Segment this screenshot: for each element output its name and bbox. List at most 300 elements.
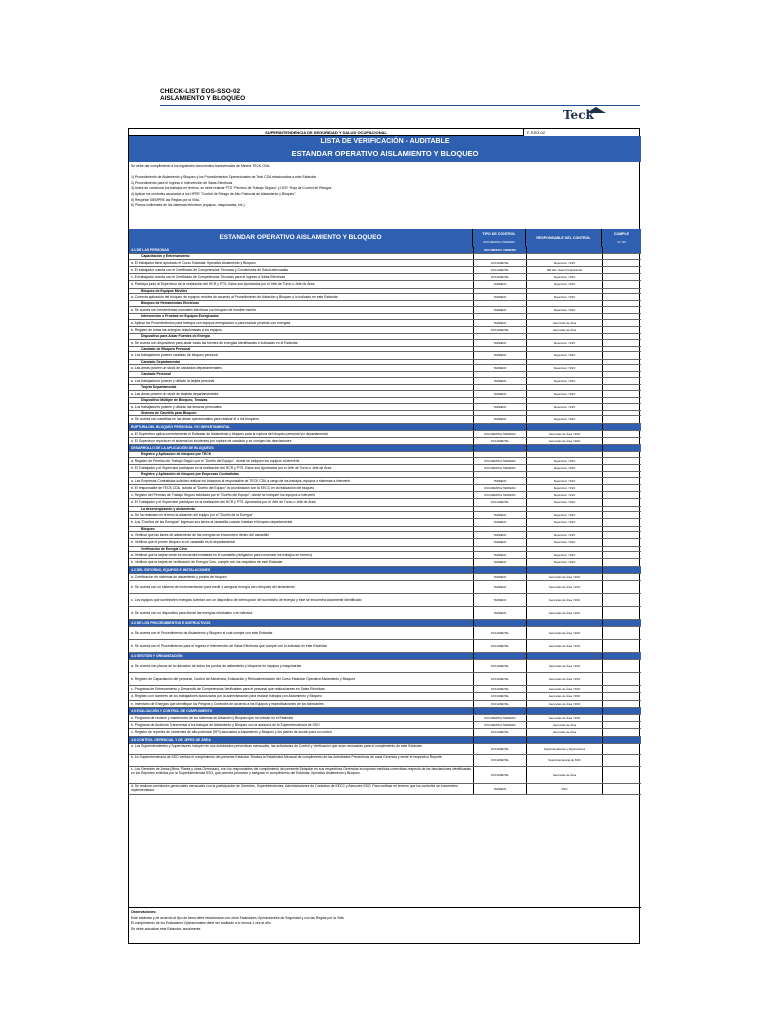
cumple-cell[interactable]: [602, 660, 641, 672]
checklist-item-row: [129, 729, 641, 736]
control-responsible: Gerencias de Área: [526, 722, 602, 728]
item-text: a. Aplicar los Procedimientos para trabajos con equipos energizados o para realizar pruebas con energías: [131, 320, 291, 325]
control-type: DOCUMENTAL: [473, 729, 526, 735]
section-row: [129, 247, 641, 254]
control-responsible: Supervisor / SSO: [526, 492, 602, 498]
control-type: [473, 347, 526, 352]
item-text: a. Las Empresas Contratistas solicitan realizar los bloqueos al responsable de TECK CDA a cargo de los trabajos, equipos o sistemas a intervenir: [131, 478, 351, 483]
control-responsible: Supervisor / SSO: [526, 391, 602, 397]
intro-line: 5) Respetar SIEMPRE las Reglas por la Vida.: [131, 197, 200, 202]
checklist-item-row: [129, 673, 641, 686]
cumple-cell[interactable]: [602, 686, 641, 692]
col-tipo-label: TIPO DE CONTROL: [482, 232, 516, 236]
checklist-item-row: [129, 340, 641, 347]
doc-code: CHECK-LIST EOS-SSO-02: [160, 88, 241, 95]
control-type: DOCUMENTAL: [473, 701, 526, 707]
item-text: Registro y Aplicación de bloqueo por Empresas Contratistas: [141, 472, 239, 477]
control-responsible: [526, 527, 602, 532]
control-responsible: Supervisor / SSO: [526, 519, 602, 525]
item-text: a. Certificación de sistemas de aislamiento y puntos de bloqueo: [131, 574, 227, 579]
cumple-cell: [602, 507, 641, 512]
control-responsible: Superintendencia de SSO: [526, 755, 602, 766]
control-responsible: [526, 737, 602, 743]
control-responsible: Supervisor / SSO: [526, 465, 602, 471]
item-text: Bloqueo: [141, 526, 155, 531]
cumple-cell[interactable]: [602, 378, 641, 384]
checklist-item-row: [129, 281, 641, 288]
control-type: TERRENO: [473, 512, 526, 518]
cumple-cell[interactable]: [602, 574, 641, 580]
control-responsible: Supervisor / SSO: [526, 307, 602, 313]
control-type: DOCUMENTAL: [473, 274, 526, 280]
item-text: a. Los Superintendentes y Supervisores incluyen en sus Actividades preventivas mensuales, las actividades de Control y Verificación que sean necesarias para el cumplimiento de este Estándar: [131, 743, 422, 748]
control-type: TERRENO: [473, 340, 526, 346]
checklist-item-row: [129, 722, 641, 729]
item-text: b. El Supervisor reporta en el sistema los incidentes por ruptura de candado y se corrigen las desviaciones: [131, 438, 292, 443]
banner-line-2: ESTANDAR OPERATIVO AISLAMIENTO Y BLOQUEO: [291, 149, 479, 158]
control-type: [473, 289, 526, 294]
control-type: TERRENO: [473, 539, 526, 545]
checklist-item-row: [129, 465, 641, 472]
cumple-cell[interactable]: [602, 701, 641, 707]
cumple-cell[interactable]: [602, 581, 641, 593]
item-text: c. Registro del Permiso de Trabajo Seguro solicitado por el "Dueño del Equipo", donde se indiquen los equipos a intervenir: [131, 493, 316, 498]
item-text: Candado Departamental: [141, 359, 181, 364]
cumple-cell: [602, 708, 641, 714]
control-type: TERRENO: [473, 552, 526, 558]
checklist-item-row: [129, 274, 641, 281]
control-type: DOCUMENTAL: [473, 499, 526, 505]
cumple-cell[interactable]: [602, 767, 641, 783]
item-text: d. El Trabajador y el Supervisor participan en la realización del HCR y PTS. Aprobados por el Jefe de Turno o Jefe de Área: [131, 500, 316, 505]
checklist-item-row: [129, 539, 641, 546]
control-type: DOCUMENTAL: [473, 755, 526, 766]
control-type: TERRENO: [473, 784, 526, 795]
control-type: DOCUMENTAL: [473, 327, 526, 333]
cumple-cell[interactable]: [602, 744, 641, 755]
title-banner: [129, 136, 641, 162]
section-row: [129, 653, 641, 660]
control-type: TERRENO: [473, 352, 526, 358]
checklist-item-row: [129, 512, 641, 519]
cumple-cell: [602, 372, 641, 377]
control-type: TERRENO: [473, 594, 526, 606]
item-text: a. Se cuenta con herramientas manuales eléctricas con bloqueo de hombre muerto: [131, 307, 257, 312]
observations-title: Observaciones:: [131, 910, 157, 914]
checklist-item-row: [129, 784, 641, 796]
item-text: c. Registro de reportes de incidentes de alto potencial (HPI) asociados a Aislamiento y Bloqueo y los planes de acción para su control: [131, 730, 332, 735]
control-type: DOCUMENTAL: [473, 693, 526, 699]
control-responsible: Supervisor / SSO: [526, 260, 602, 266]
control-type: TERRENO: [473, 365, 526, 371]
item-text: Registro y Aplicación de bloqueo por TECK: [141, 452, 212, 457]
cumple-cell[interactable]: [602, 539, 641, 545]
control-responsible: RR.HH / Salud Ocupacional: [526, 267, 602, 273]
item-text: 4.3 DE LOS PROCEDIMIENTOS E INSTRUCTIVOS: [131, 620, 211, 625]
control-type: TERRENO: [473, 391, 526, 397]
control-responsible: [526, 360, 602, 365]
control-type: TERRENO: [473, 416, 526, 422]
item-text: a. Se cuenta con planos de la ubicación de todos los puntos de aislamiento y bloqueos en equipos y maquinarias: [131, 664, 302, 669]
checklist-item-row: [129, 581, 641, 594]
control-type: TERRENO: [473, 404, 526, 410]
cumple-cell[interactable]: [602, 673, 641, 685]
cumple-cell: [602, 452, 641, 457]
item-text: b. Se cuenta con un sistema de instrumentación para medir y asegurar energía cero después del aislamiento: [131, 584, 295, 589]
cumple-cell: [602, 398, 641, 403]
cumple-cell[interactable]: [602, 640, 641, 652]
control-responsible: [526, 547, 602, 552]
control-type: DOCUMENTAL: [473, 267, 526, 273]
item-text: a. Las áreas poseen un stock de candados departamentales: [131, 366, 222, 371]
item-text: a. Las áreas poseen un stock de tarjetas departamentales: [131, 391, 219, 396]
control-type: [473, 452, 526, 457]
intro-line: 2) Procedimiento para el Ingreso e Intervención de Salas Eléctricas: [131, 180, 233, 185]
item-text: d. Participa junto al Supervisor de la realización del HCR y PTS. Estos son Aprobados por el Jefe de Turno o Jefe de Área: [131, 282, 315, 287]
control-type: DOCUMENTAL TERRENO: [473, 722, 526, 728]
control-responsible: Gerencias de Área / SSO: [526, 701, 602, 707]
cumple-cell[interactable]: [602, 404, 641, 410]
cumple-cell[interactable]: [602, 465, 641, 471]
control-responsible: Supervisor / SSO: [526, 532, 602, 538]
checklist-item-row: [129, 594, 641, 607]
checklist-item-row: [129, 416, 641, 423]
control-type: TERRENO: [473, 581, 526, 593]
cumple-cell: [602, 385, 641, 390]
control-responsible: Gerencias de Área / SSO: [526, 574, 602, 580]
item-text: Sistema de Casetilla para Bloqueo: [141, 410, 197, 415]
control-type: DOCUMENTAL: [473, 640, 526, 652]
control-responsible: Gerencias de Área / SSO: [526, 715, 602, 721]
control-responsible: Gerencias de Área / SSO: [526, 660, 602, 672]
control-responsible: Supervisor / SSO: [526, 512, 602, 518]
item-text: e. Inventario de Energías que identifique los Peligros y Controles de acuerdo a los Equipos y especificaciones de los fabricantes: [131, 701, 324, 706]
cumple-cell[interactable]: [602, 485, 641, 491]
cumple-cell[interactable]: [602, 260, 641, 266]
control-responsible: Gerencias de Área / SSO: [526, 438, 602, 444]
cumple-cell: [602, 360, 641, 365]
observations-lines: [131, 916, 639, 933]
control-type: DOCUMENTAL: [473, 438, 526, 444]
checklist-item-row: [129, 438, 641, 445]
cumple-cell[interactable]: [602, 722, 641, 728]
item-text: c. Los equipos que suministren energías cuentan con un dispositivo de interrupción del suministro de energía y éste se encuentra claramente identificado: [131, 597, 362, 602]
control-type: [473, 507, 526, 512]
checklist-item-row: [129, 267, 641, 274]
control-responsible: Supervisor / SSO: [526, 458, 602, 464]
checklist-item-row: [129, 307, 641, 314]
control-type: DOCUMENTAL TERRENO: [473, 485, 526, 491]
checklist-item-row: [129, 431, 641, 438]
control-responsible: Supervisor / SSO: [526, 294, 602, 300]
intro-line: 1) Procedimiento de Aislamiento y Bloqueo y los Procedimientos Operacionales de Teck CDA relacionados a este Estándar: [131, 175, 317, 180]
control-type: [473, 334, 526, 339]
control-responsible: Supervisor / SSO: [526, 478, 602, 484]
section-row: [129, 708, 641, 715]
checklist-item-row: [129, 404, 641, 411]
checklist-item-row: [129, 574, 641, 581]
item-text: RUPTURA DEL BLOQUEO PERSONAL Y/O DEPARTAMENTAL: [131, 424, 231, 429]
checklist-item-row: [129, 701, 641, 708]
control-responsible: Supervisor / SSO: [526, 340, 602, 346]
cumple-cell[interactable]: [602, 294, 641, 300]
item-text: a. Los trabajadores poseen candado de bloqueo personal: [131, 353, 218, 358]
intro-text: [131, 164, 636, 209]
checklist-item-row: [129, 715, 641, 722]
control-responsible: Gerencias de Área / SSO: [526, 693, 602, 699]
control-type: TERRENO: [473, 574, 526, 580]
item-text: a. Se cuenta con el Procedimiento de Aislamiento y Bloqueo el cual cumple con este Estándar: [131, 631, 273, 636]
cumple-cell[interactable]: [602, 519, 641, 525]
control-type: DOCUMENTAL: [473, 260, 526, 266]
item-text: c. Programa de Entrenamiento y Desarrollo de Competencias Verificables para el personal que realiza tareas en Salas Eléctricas: [131, 687, 325, 692]
cumple-cell[interactable]: [602, 327, 641, 333]
cumple-cell[interactable]: [602, 416, 641, 422]
intro-line: 3) Antes de comenzar los trabajos en terreno, se debe realizar PTS "Permiso de Trabajo Seguro" y HCR "Hoja de Control de Riesgos: [131, 186, 332, 191]
item-text: c. Los Gerentes de Áreas (Mina, Planta y otras Gerencias), con los responsables del cumplimiento del presente Estándar en sus respectivas Gerencias incorporan medidas correctivas respecto de las desviaciones identificadas en los Reportes emitidos por la Superintendencia SSO, que permita promover y asegurar el cumplimiento del Estándar Operativo Aislamiento y Bloqueo.: [131, 766, 471, 775]
cumple-cell: [602, 567, 641, 573]
cumple-cell[interactable]: [602, 307, 641, 313]
control-responsible: [526, 708, 602, 714]
control-type: TERRENO: [473, 320, 526, 326]
checklist-item-row: [129, 294, 641, 301]
control-responsible: [526, 254, 602, 259]
control-type: [473, 424, 526, 430]
col-cumple-sub: SI / NO: [617, 241, 626, 245]
item-text: b. Verificar que la tarjeta de verificación de Energía Cero, cumple con los requisitos de este Estándar: [131, 560, 283, 565]
checklist-item-row: [129, 365, 641, 372]
observation-line: Se debe actualizar este Estándar, anualmente.: [131, 926, 202, 931]
checklist-item-row: [129, 478, 641, 485]
control-responsible: Supervisor / SSO: [526, 485, 602, 491]
cumple-cell: [602, 347, 641, 352]
item-text: d. Se cuenta con un dispositivo para liberar las energías residuales o en latencia.: [131, 610, 253, 615]
item-text: Dispositivo Múltiple de Bloqueo, Tenazas: [141, 397, 208, 402]
control-responsible: [526, 620, 602, 626]
checklist-item-row: [129, 552, 641, 559]
item-text: b. Registro de Capacitación del personal, Control de Asistencia, Evaluación y Retroalimentación del Curso Estándar Operativo Aislamiento y Bloqueo: [131, 677, 356, 682]
control-responsible: [526, 385, 602, 390]
control-responsible: Gerencias de Área / SSO: [526, 627, 602, 639]
cumple-cell[interactable]: [602, 281, 641, 287]
intro-line: 4) Aplicar los controles asociados a los HPRE "Control de Riesgo de Alto Potencial de Aislamiento y Bloqueo".: [131, 191, 297, 196]
observation-line: El cumplimiento de los Estándares Operacionales debe ser auditado a lo menos 1 vez al año.: [131, 921, 272, 925]
control-responsible: Supervisor / SSO: [526, 552, 602, 558]
item-text: 4.6 CONTROL GERENCIAL Y DE JEFES DE ÁREA: [131, 737, 211, 742]
doc-subtitle: AISLAMIENTO Y BLOQUEO: [160, 95, 246, 102]
control-responsible: Gerencias de Área / SSO: [526, 607, 602, 619]
section-row: [129, 620, 641, 627]
item-text: a. Se cuenta con dispositivos para aislar todas las fuentes de energías identificadas e indicadas en el Estándar: [131, 340, 298, 345]
item-text: a. El trabajador tiene aprobado el Curso Estándar Operativo Aislamiento y Bloqueo: [131, 260, 256, 265]
control-responsible: Supervisor / SSO: [526, 539, 602, 545]
control-type: [473, 372, 526, 377]
item-text: a. Los trabajadores poseen y utilizan las tenazas personales: [131, 404, 222, 409]
control-responsible: Supervisor / SSO: [526, 499, 602, 505]
item-text: b. La Superintendencia de SSO verifica el cumplimiento del presente Estándar. Realiza la Estadística Mensual de cumplimiento de las Actividades Preventivas de cada Gerencia y emite el respectivo Reporte: [131, 755, 442, 760]
section-row: [129, 737, 641, 744]
section-row: [129, 567, 641, 574]
checklist-item-row: [129, 391, 641, 398]
control-type: DOCUMENTAL TERRENO: [473, 715, 526, 721]
cumple-cell[interactable]: [602, 391, 641, 397]
control-type: TERRENO: [473, 532, 526, 538]
col-responsable: RESPONSABLE DEL CONTROL: [526, 229, 602, 247]
control-responsible: Gerencias de Área / SSO: [526, 686, 602, 692]
intro-line: 6) Planos unilineales de los sistemas eléctricos (equipos, maquinarias, etc.): [131, 203, 245, 208]
item-text: a. El Supervisor aplica correctamente el Estándar de Aislamiento y bloqueo para la ruptura del bloqueo personal y/o departamental: [131, 431, 328, 436]
item-text: a. Verificar que la tarjeta verde se encuentra instalada en el canastillo (obligación para comenzar los trabajos en terreno): [131, 553, 313, 558]
checklist-item-row: [129, 492, 641, 499]
col-cumple: [602, 229, 641, 247]
control-type: [473, 567, 526, 573]
checklist-item-row: [129, 327, 641, 334]
cumple-cell[interactable]: [602, 340, 641, 346]
cumple-cell[interactable]: [602, 559, 641, 565]
item-text: b. Programa de Auditoría Transversal a los trabajos de Aislamiento y Bloqueo con la asesoría de la Superintendencia de SSO: [131, 723, 320, 728]
control-responsible: Supervisor / SSO: [526, 352, 602, 358]
checklist-item-row: [129, 767, 641, 784]
item-text: Bloqueo de Herramientas Eléctricas: [141, 301, 200, 306]
control-responsible: [526, 314, 602, 319]
control-type: DOCUMENTAL TERRENO: [473, 492, 526, 498]
cumple-cell[interactable]: [602, 438, 641, 444]
item-text: 4.4 GESTIÓN Y ORGANIZACIÓN: [131, 654, 183, 659]
cumple-cell[interactable]: [602, 532, 641, 538]
checklist-item-row: [129, 559, 641, 566]
item-text: a. Se ha realizado en terreno la aislación del equipo por el "Dueño de la Energía": [131, 513, 253, 518]
control-responsible: Gerencias de Área / SSO: [526, 673, 602, 685]
control-type: TERRENO: [473, 281, 526, 287]
cumple-cell[interactable]: [602, 552, 641, 558]
control-type: TERRENO: [473, 559, 526, 565]
control-type: DOCUMENTAL: [473, 627, 526, 639]
item-text: Candado Personal: [141, 372, 171, 377]
control-responsible: Gerencias de Área: [526, 767, 602, 783]
control-type: DOCUMENTAL TERRENO: [473, 247, 526, 253]
item-text: 4.1 DE LAS PERSONAS: [131, 248, 170, 252]
item-text: a. Verificar que las llaves de aislamiento de las energías se encuentren dentro del canastillo: [131, 533, 269, 538]
control-responsible: [526, 301, 602, 306]
cumple-cell[interactable]: [602, 729, 641, 735]
item-text: Verificación de Energía Cero: [141, 546, 187, 551]
checklist-item-row: [129, 352, 641, 359]
cumple-cell[interactable]: [602, 607, 641, 619]
checklist-item-row: [129, 686, 641, 693]
control-type: [473, 301, 526, 306]
checklist-item-row: [129, 458, 641, 465]
control-responsible: SSO: [526, 784, 602, 795]
item-text: a. Programa de revisión y mantención de los sistemas de Aislación y Bloqueo que se indican en el Estándar: [131, 716, 294, 720]
teck-logo: Teck: [563, 108, 594, 122]
checklist-item-row: [129, 485, 641, 492]
cumple-cell[interactable]: [602, 492, 641, 498]
control-type: DOCUMENTAL TERRENO: [473, 431, 526, 437]
item-text: Capacitación y Entrenamiento: [141, 254, 190, 259]
cumple-cell: [602, 737, 641, 743]
cumple-cell[interactable]: [602, 627, 641, 639]
checklist-item-row: [129, 660, 641, 673]
office-title: SUPERINTENDENCIA DE SEGURIDAD Y SALUD OCUPACIONAL: [129, 129, 524, 136]
cumple-cell[interactable]: [602, 784, 641, 795]
cumple-cell[interactable]: [602, 594, 641, 606]
control-type: DOCUMENTAL TERRENO: [473, 458, 526, 464]
cumple-cell[interactable]: [602, 458, 641, 464]
control-responsible: [526, 507, 602, 512]
cumple-cell: [602, 653, 641, 659]
cumple-cell[interactable]: [602, 267, 641, 273]
checklist-item-row: [129, 607, 641, 620]
control-responsible: [526, 334, 602, 339]
control-type: TERRENO: [473, 607, 526, 619]
control-type: [473, 385, 526, 390]
control-type: [473, 737, 526, 743]
header-rule: [160, 105, 640, 106]
item-text: b. Los "Dueños de las Energías" ingresan sus llaves al canastillo cuando instalan el bloqueo departamental: [131, 520, 293, 525]
checklist-item-row: [129, 693, 641, 700]
checklist-item-row: [129, 320, 641, 327]
control-responsible: Supervisor / SSO: [526, 281, 602, 287]
cumple-cell[interactable]: [602, 478, 641, 484]
control-responsible: Gerencias de Área: [526, 327, 602, 333]
control-responsible: [526, 424, 602, 430]
cumple-cell[interactable]: [602, 755, 641, 766]
item-text: Candado de Bloqueo Personal: [141, 346, 191, 351]
cumple-cell[interactable]: [602, 499, 641, 505]
cumple-cell[interactable]: [602, 352, 641, 358]
control-type: DOCUMENTAL TERRENO: [473, 465, 526, 471]
cumple-cell[interactable]: [602, 365, 641, 371]
col-tipo-sub: DOCUMENTAL TERRENO: [483, 241, 515, 245]
item-text: Bloqueo de Equipos Móviles: [141, 288, 188, 293]
control-responsible: Superintendentes y Supervisores: [526, 744, 602, 755]
item-text: a. Correcta aplicación del bloqueo de equipos móviles de acuerdo al Procedimiento de Aislación y Bloqueo y lo indicado en este Estándar: [131, 295, 338, 300]
control-type: DOCUMENTAL: [473, 767, 526, 783]
item-text: DESARROLLO DE LA APLICACIÓN DE BLOQUEOS: [131, 446, 214, 451]
control-responsible: Gerencias de Área / SSO: [526, 594, 602, 606]
checklist-item-row: [129, 627, 641, 640]
section-row: [129, 424, 641, 431]
cumple-cell: [602, 527, 641, 532]
cumple-cell[interactable]: [602, 715, 641, 721]
cumple-cell: [602, 247, 641, 253]
item-text: Intervención o Pruebas en Equipos Energizados: [141, 314, 219, 319]
cumple-cell[interactable]: [602, 431, 641, 437]
item-text: b. Verificar que el primer bloqueo en el canastillo es el departamental: [131, 540, 235, 545]
control-type: DOCUMENTAL: [473, 744, 526, 755]
col-cumple-label: CUMPLE: [613, 232, 630, 236]
control-type: TERRENO: [473, 519, 526, 525]
document-header: [160, 88, 245, 102]
cumple-cell[interactable]: [602, 512, 641, 518]
control-type: [473, 653, 526, 659]
checklist-item-row: [129, 378, 641, 385]
cumple-cell[interactable]: [602, 320, 641, 326]
checklist-item-row: [129, 640, 641, 653]
cumple-cell[interactable]: [602, 274, 641, 280]
control-type: TERRENO: [473, 478, 526, 484]
control-responsible: Gerencias de Área: [526, 729, 602, 735]
control-responsible: Gerencias de Área / SSO: [526, 640, 602, 652]
cumple-cell[interactable]: [602, 693, 641, 699]
control-responsible: [526, 653, 602, 659]
control-type: DOCUMENTAL: [473, 686, 526, 692]
control-responsible: [526, 398, 602, 403]
control-responsible: Gerencias de Área / SSO: [526, 581, 602, 593]
control-responsible: Supervisor / SSO: [526, 274, 602, 280]
control-responsible: [526, 247, 602, 253]
control-responsible: Gerencias de Área: [526, 320, 602, 326]
